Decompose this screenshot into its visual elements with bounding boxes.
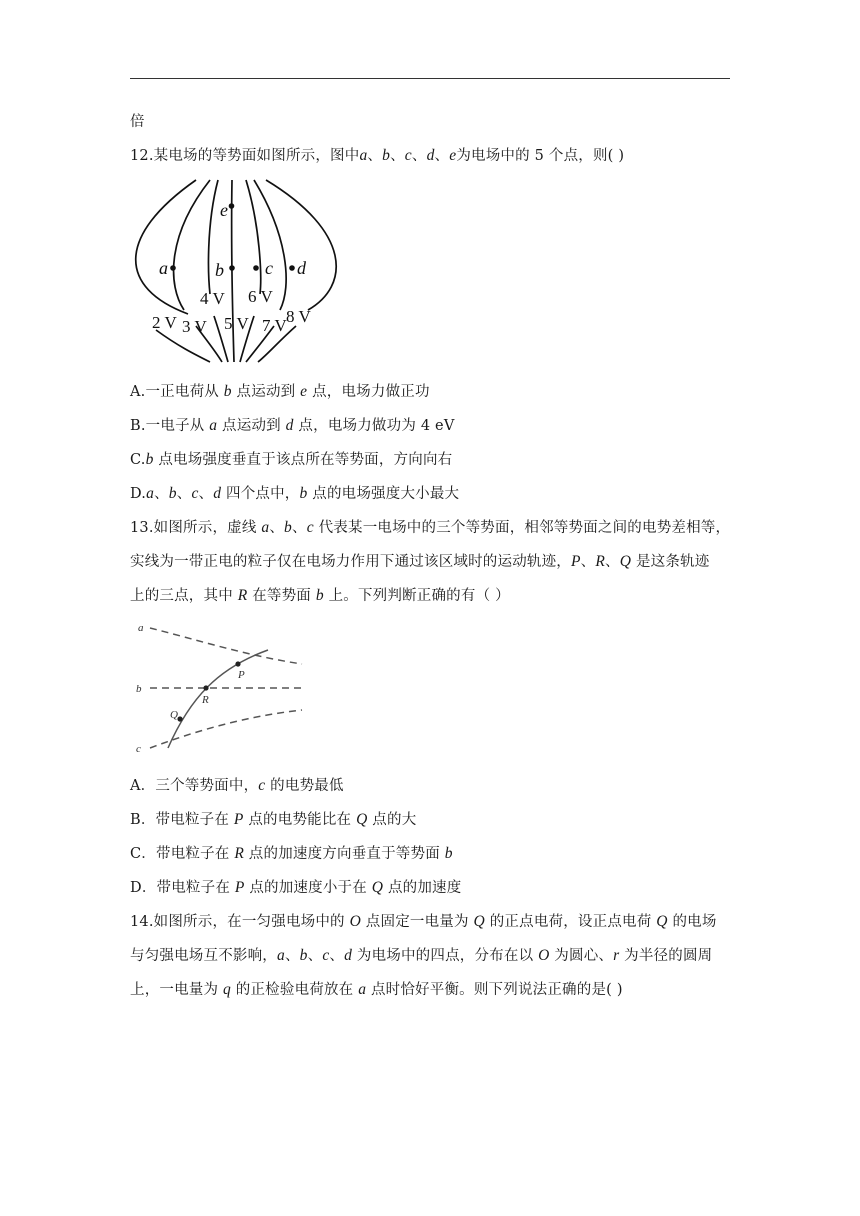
point-label-q: Q [170,709,178,721]
text-run: 上。下列判断正确的有（ ） [323,588,510,604]
text-run: 点的加速度小于在 [244,880,372,896]
variable-symbol: e [300,383,308,400]
text-run: 点固定一电量为 [360,914,474,930]
text-run: 的电势最低 [265,778,344,794]
variable-symbol: b [284,519,292,536]
text-run: B.一电子从 [130,418,210,434]
text-run: 13.如图所示，虚线 [130,520,262,536]
text-run: 、 [291,520,307,536]
text-run: 、 [367,148,383,164]
text-run: 、 [411,148,427,164]
text-run: 、 [154,486,169,502]
q12-option-a [130,382,430,402]
q13-stem-line-1 [130,518,730,538]
variable-symbol: b [444,845,453,862]
text-run: C．带电粒子在 [130,846,235,862]
text-run: 、 [269,520,285,536]
text-run: 、 [307,948,323,964]
q13-option-c [130,844,453,864]
potential-label-4v: 4 V [200,289,225,308]
potential-label-7v: 7 V [262,316,287,335]
variable-symbol: d [213,485,222,502]
text-run: 12.某电场的等势面如图所示，图中 [130,148,360,164]
q12-option-c [130,450,452,470]
text-run: 为电场中的四点，分布在以 [352,948,539,964]
particle-trajectory [168,650,268,748]
variable-symbol: r [613,947,620,964]
header-rule [130,78,730,79]
point-a-dot [170,265,176,271]
q12-equipotential-figure [128,176,343,370]
text-run: 点的大 [367,812,417,828]
variable-symbol: a [261,519,270,536]
q13-option-d [130,878,461,898]
q14-stem-line-1 [130,912,717,932]
variable-symbol: Q [473,913,485,930]
variable-symbol: P [234,879,245,896]
text-run: 14.如图所示，在一匀强电场中的 [130,914,350,930]
surface-label-a: a [138,622,144,634]
equipotential-line-8v [266,180,336,310]
variable-symbol: c [404,147,412,164]
variable-symbol: b [223,383,232,400]
text-run: 点的加速度 [383,880,462,896]
text-run: 在等势面 [247,588,316,604]
text-run: 实线为一带正电的粒子仅在电场力作用下通过该区域时的运动轨迹， [130,554,571,570]
potential-label-8v: 8 V [286,307,311,326]
text-run: 点电场强度垂直于该点所在等势面，方向向右 [153,452,453,468]
equipotential-surface-a [150,628,302,664]
text-run: B．带电粒子在 [130,812,234,828]
point-label-c: c [265,258,273,278]
q13-option-b [130,810,416,830]
text-run: A.一正电荷从 [130,384,224,400]
variable-symbol: c [306,519,314,536]
variable-symbol: c [191,485,199,502]
point-r-dot [203,685,208,690]
variable-symbol: P [571,553,581,570]
point-b-dot [229,265,235,271]
point-label-r: R [202,694,209,706]
previous-question-fragment: 倍 [130,114,145,130]
surface-label-c: c [136,743,141,755]
text-run: 点运动到 [231,384,301,400]
text-run: 、 [176,486,192,502]
text-run: 为电场中的 5 个点，则( ) [456,148,625,164]
variable-symbol: Q [371,879,384,896]
variable-symbol: b [299,485,308,502]
point-label-b: b [215,260,224,280]
equipotential-line-6v [246,180,261,294]
text-run: 点，电场力做正功 [307,384,430,400]
variable-symbol: a [209,417,218,434]
text-run: D．带电粒子在 [130,880,235,896]
text-run: D. [130,486,147,502]
equipotential-surfaces [150,628,302,748]
q13-stem-line-2 [130,552,709,572]
point-label-d: d [297,258,306,278]
text-run: 与匀强电场互不影响， [130,948,277,964]
text-run: 点的电势能比在 [243,812,357,828]
text-run: 代表某一电场中的三个等势面，相邻等势面之间的电势差相等， [313,520,731,536]
potential-label-5v: 5 V [224,314,249,333]
point-d-dot [289,265,295,271]
q13-stem-line-3 [130,586,510,606]
variable-symbol: Q [356,811,368,828]
variable-symbol: Q [656,913,668,930]
variable-symbol: b [382,147,391,164]
variable-symbol: c [322,947,330,964]
point-label-a: a [159,258,168,278]
point-label-p: P [238,669,245,681]
equipotential-line-2v [136,180,196,314]
variable-symbol: R [237,587,248,604]
variable-symbol: b [315,587,324,604]
q12-option-b [130,416,455,436]
surface-label-b: b [136,683,142,695]
variable-symbol: c [258,777,266,794]
text-run: 的正点电荷，设正点电荷 [484,914,657,930]
q13-trajectory-figure [128,618,310,762]
text-run: 点的加速度方向垂直于等势面 [243,846,445,862]
q12-stem [130,146,624,166]
variable-symbol: d [426,147,435,164]
variable-symbol: O [349,913,361,930]
variable-symbol: b [168,485,177,502]
text-run: 点，电场力做功为 4 eV [293,418,455,434]
potential-label-2v: 2 V [152,313,177,332]
text-run: 的正检验电荷放在 [230,982,359,998]
point-label-e: e [220,200,228,220]
text-run: A．三个等势面中， [130,778,259,794]
variable-symbol: a [146,485,155,502]
variable-symbol: b [145,451,154,468]
text-run: 上，一电量为 [130,982,224,998]
text-run: 是这条轨迹 [631,554,710,570]
variable-symbol: R [234,845,244,862]
text-run: 为半径的圆周 [619,948,713,964]
variable-symbol: b [299,947,308,964]
variable-symbol: Q [619,553,632,570]
text-run: 点时恰好平衡。则下列说法正确的是( ) [366,982,623,998]
text-run: 为圆心、 [549,948,614,964]
point-c-dot [253,265,259,271]
text-run: 、 [198,486,214,502]
text-run: 点运动到 [217,418,286,434]
variable-symbol: R [595,553,606,570]
text-run: 、 [580,554,596,570]
variable-symbol: d [344,947,353,964]
variable-symbol: e [449,147,457,164]
variable-symbol: a [358,981,367,998]
point-q-dot [177,716,182,721]
text-run: 、 [605,554,620,570]
variable-symbol: O [538,947,550,964]
variable-symbol: a [277,947,285,964]
q14-stem-line-3 [130,980,623,1000]
text-run: 、 [434,148,450,164]
potential-label-6v: 6 V [248,287,273,306]
text-run: 、 [390,148,405,164]
variable-symbol: P [233,811,244,828]
q14-stem-line-2 [130,946,712,966]
q12-option-d [130,484,459,504]
variable-symbol: a [359,147,368,164]
text-run: 、 [329,948,345,964]
text-run: 点的电场强度大小最大 [307,486,460,502]
q13-option-a [130,776,344,796]
variable-symbol: d [285,417,294,434]
point-p-dot [235,661,240,666]
text-run: 的电场 [667,914,717,930]
point-e-dot [229,203,235,209]
potential-label-3v: 3 V [182,317,207,336]
text-run: 四个点中， [221,486,300,502]
text-run: 上的三点，其中 [130,588,238,604]
text-run: 、 [284,948,300,964]
variable-symbol: q [223,981,231,998]
text-run: C. [130,452,146,468]
